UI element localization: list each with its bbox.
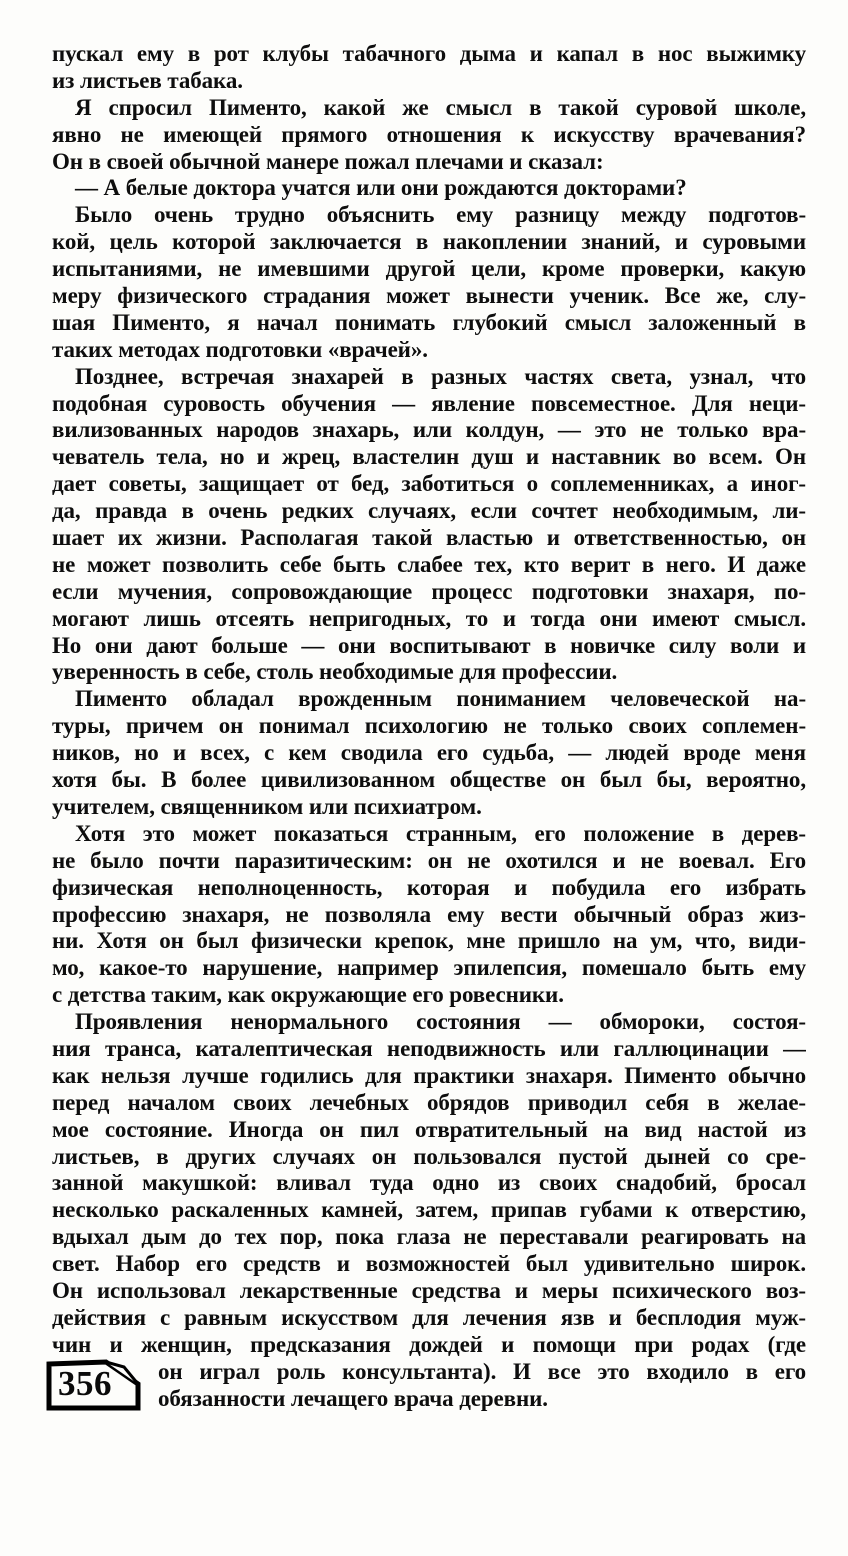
paragraph xyxy=(52,686,806,820)
paragraph xyxy=(52,364,806,687)
text-line: Я спросил Пименто, какой же смысл в такой суровой школе, xyxy=(75,94,806,120)
text-line: чин и женщин, предсказания дождей и помощи при родах (где xyxy=(52,1331,806,1357)
text-line: дает советы, защищает от бед, заботиться о соплеменниках, а иног- xyxy=(52,471,806,497)
text-line: уверенность в себе, столь необходимые для профессии. xyxy=(52,659,618,685)
text-line: меру физического страдания может вынести ученик. Все же, слу- xyxy=(52,283,806,309)
page-number-box xyxy=(46,1358,146,1412)
text-line: с детства таким, как окружающие его ровесники. xyxy=(52,982,564,1008)
text-line: да, правда в очень редких случаях, если сочтет необходимым, ли- xyxy=(52,498,806,524)
text-line: шает их жизни. Располагая такой властью и ответственностью, он xyxy=(52,525,806,551)
text-line: листьев, в других случаях он пользовался пустой дыней со сре- xyxy=(52,1143,806,1169)
text-line: физическая неполноценность, которая и побудила его избрать xyxy=(52,874,806,900)
text-line: явно не имеющей прямого отношения к искусству врачевания? xyxy=(52,121,806,147)
text-line: ния транса, каталептическая неподвижность или галлюцинации — xyxy=(52,1035,806,1061)
text-line: перед началом своих лечебных обрядов приводил себя в желае- xyxy=(52,1089,806,1115)
paragraph xyxy=(52,821,806,1009)
text-line: Проявления ненормального состояния — обмороки, состоя- xyxy=(75,1009,806,1035)
text-line: не было почти паразитическим: он не охотился и не воевал. Его xyxy=(52,847,806,873)
text-line: ников, но и всех, с кем сводила его судьба, — людей вроде меня xyxy=(52,740,806,766)
text-line: Позднее, встречая знахарей в разных частях света, узнал, что xyxy=(75,363,806,389)
text-line: чеватель тела, но и жрец, властелин душ и наставник во всем. Он xyxy=(52,444,806,470)
text-line: подобная суровость обучения — явление повсеместное. Для неци- xyxy=(52,390,806,416)
page-text xyxy=(52,41,806,1412)
text-line: если мучения, сопровождающие процесс подготовки знахаря, по- xyxy=(52,578,806,604)
text-line: вилизованных народов знахарь, или колдун, — это не только вра- xyxy=(52,417,806,443)
page-number: 356 xyxy=(58,1364,112,1403)
text-line: занной макушкой: вливал туда одно из своих снадобий, бросал xyxy=(52,1170,806,1196)
text-line: могают лишь отсеять непригодных, то и тогда они имеют смысл. xyxy=(52,605,806,631)
text-line: — А белые доктора учатся или они рождаются докторами? xyxy=(75,175,687,201)
text-line: мое состояние. Иногда он пил отвратительный на вид настой из xyxy=(52,1116,806,1142)
text-line: не может позволить себе быть слабее тех, кто верит в него. И даже xyxy=(52,551,806,577)
text-line: Было очень трудно объяснить ему разницу между подготов- xyxy=(75,202,806,228)
paragraph xyxy=(52,41,806,95)
paragraph xyxy=(52,202,806,363)
text-line: обязанности лечащего врача деревни. xyxy=(158,1385,548,1411)
text-line: туры, причем он понимал психологию не только своих соплемен- xyxy=(52,713,806,739)
text-line: таких методах подготовки «врачей». xyxy=(52,336,428,362)
text-line: Пименто обладал врожденным пониманием человеческой на- xyxy=(75,686,806,712)
text-line: свет. Набор его средств и возможностей был удивительно широк. xyxy=(52,1251,806,1277)
paragraph xyxy=(52,175,806,202)
text-line: из листьев табака. xyxy=(52,67,243,93)
text-line: Хотя это может показаться странным, его положение в дерев- xyxy=(75,820,806,846)
text-line: профессию знахаря, не позволяла ему вести обычный образ жиз- xyxy=(52,901,806,927)
paragraph xyxy=(52,95,806,176)
text-line: как нельзя лучше годились для практики знахаря. Пименто обычно xyxy=(52,1062,806,1088)
text-line: вдыхал дым до тех пор, пока глаза не переставали реагировать на xyxy=(52,1224,806,1250)
text-line: ни. Хотя он был физически крепок, мне пришло на ум, что, види- xyxy=(52,928,806,954)
text-line: Но они дают больше — они воспитывают в новичке силу воли и xyxy=(52,632,806,658)
paragraph xyxy=(52,1009,806,1412)
text-line: мо, какое-то нарушение, например эпилепсия, помешало быть ему xyxy=(52,955,806,981)
text-line: пускал ему в рот клубы табачного дыма и капал в нос выжимку xyxy=(52,41,806,66)
text-line: Он в своей обычной манере пожал плечами и сказал: xyxy=(52,148,604,174)
text-line: действия с равным искусством для лечения язв и бесплодия муж- xyxy=(52,1304,806,1330)
text-line: хотя бы. В более цивилизованном обществе он был бы, вероятно, xyxy=(52,767,806,793)
text-line: Он использовал лекарственные средства и меры психического воз- xyxy=(52,1277,806,1303)
text-line: он играл роль консультанта). И все это входило в его xyxy=(158,1358,806,1384)
text-line: учителем, священником или психиатром. xyxy=(52,793,482,819)
text-line: шая Пименто, я начал понимать глубокий смысл заложенный в xyxy=(52,309,806,335)
text-line: кой, цель которой заключается в накоплении знаний, и суровыми xyxy=(52,229,806,255)
text-line: испытаниями, не имевшими другой цели, кроме проверки, какую xyxy=(52,256,806,282)
text-line: несколько раскаленных камней, затем, припав губами к отверстию, xyxy=(52,1197,806,1223)
